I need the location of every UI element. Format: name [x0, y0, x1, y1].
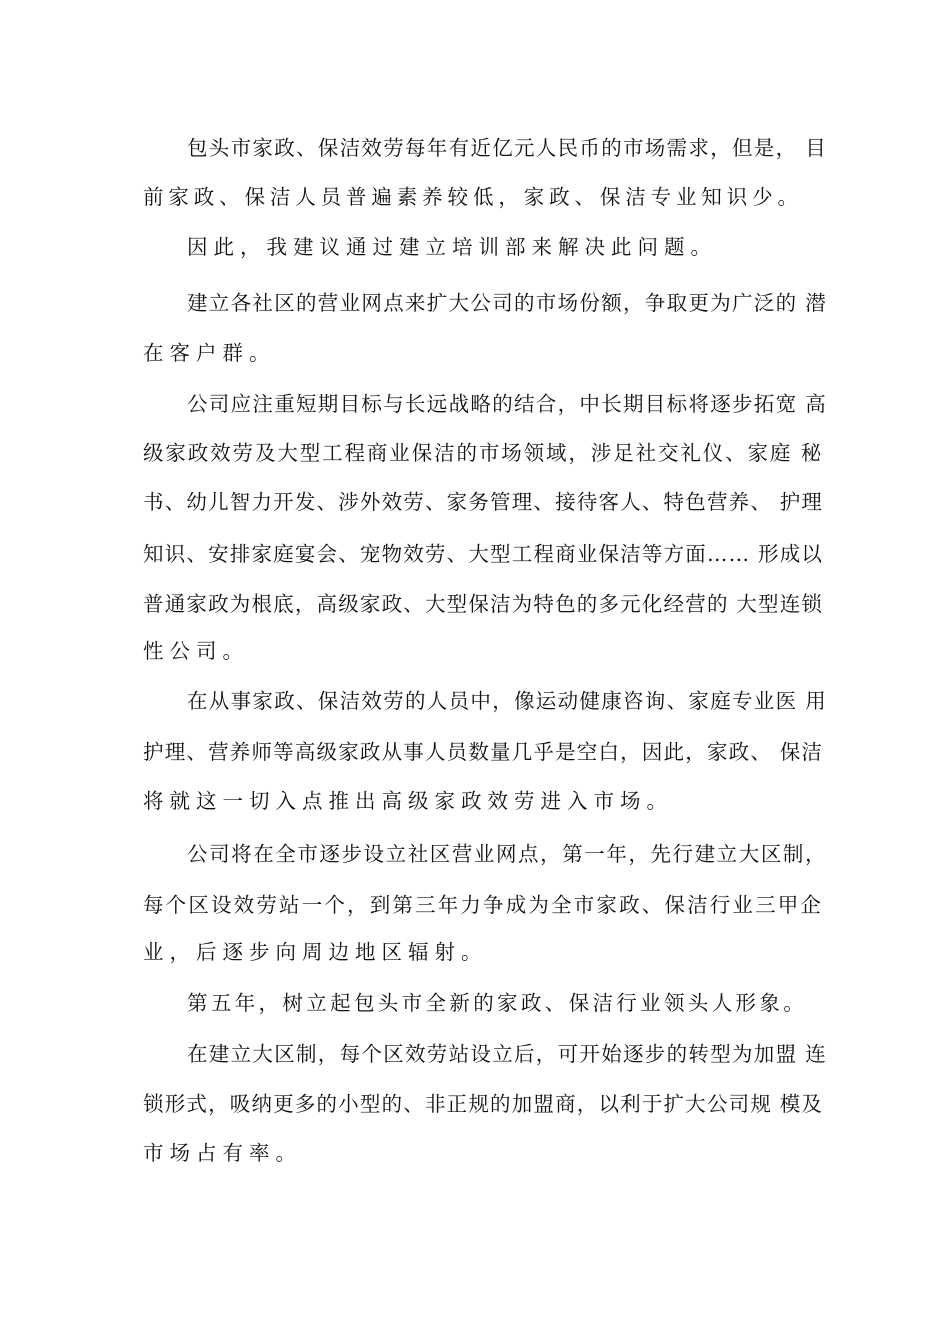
text-line: 护理、营养师等高级家政从事人员数量几乎是空白，因此，家政、 保洁 — [143, 740, 824, 764]
text-line: 性公司。 — [143, 639, 249, 663]
text-line: 业，后逐步向周边地区辐射。 — [143, 940, 488, 964]
text-line: 前家政、保洁人员普遍素养较低，家政、保洁专业知识少。 — [143, 185, 803, 209]
text-line: 在客户群。 — [143, 341, 276, 365]
text-line: 在从事家政、保洁效劳的人员中，像运动健康咨询、家庭专业医 用 — [187, 689, 828, 713]
text-line: 级家政效劳及大型工程商业保洁的市场领域，涉足社交礼仪、家庭 秘 — [143, 441, 824, 465]
text-line: 每个区设效劳站一个，到第三年力争成为全市家政、保洁行业三甲企 — [143, 893, 824, 917]
text-line: 第五年，树立起包头市全新的家政、保洁行业领头人形象。 — [187, 991, 808, 1015]
text-line: 建立各社区的营业网点来扩大公司的市场份额，争取更为广泛的 潜 — [187, 291, 828, 315]
text-line: 市场占有率。 — [143, 1141, 302, 1165]
text-line: 公司将在全市逐步设立社区营业网点，第一年，先行建立大区制， — [187, 842, 828, 866]
text-line: 包头市家政、保洁效劳每年有近亿元人民币的市场需求，但是， 目 — [187, 136, 828, 160]
text-line: 公司应注重短期目标与长远战略的结合，中长期目标将逐步拓宽 高 — [187, 392, 828, 416]
text-line: 普通家政为根底，高级家政、大型保洁为特色的多元化经营的 大型连锁 — [143, 592, 824, 616]
text-line: 在建立大区制，每个区效劳站设立后，可开始逐步的转型为加盟 连 — [187, 1042, 828, 1066]
text-line: 因此，我建议通过建立培训部来解决此问题。 — [187, 235, 717, 259]
text-line: 知识、安排家庭宴会、宠物效劳、大型工程商业保洁等方面…… 形成以 — [143, 542, 824, 566]
text-line: 书、幼儿智力开发、涉外效劳、家务管理、接待客人、特色营养、 护理 — [143, 490, 824, 514]
text-line: 锁形式，吸纳更多的小型的、非正规的加盟商，以利于扩大公司规 模及 — [143, 1092, 824, 1116]
text-line: 将就这一切入点推出高级家政效劳进入市场。 — [143, 789, 673, 813]
